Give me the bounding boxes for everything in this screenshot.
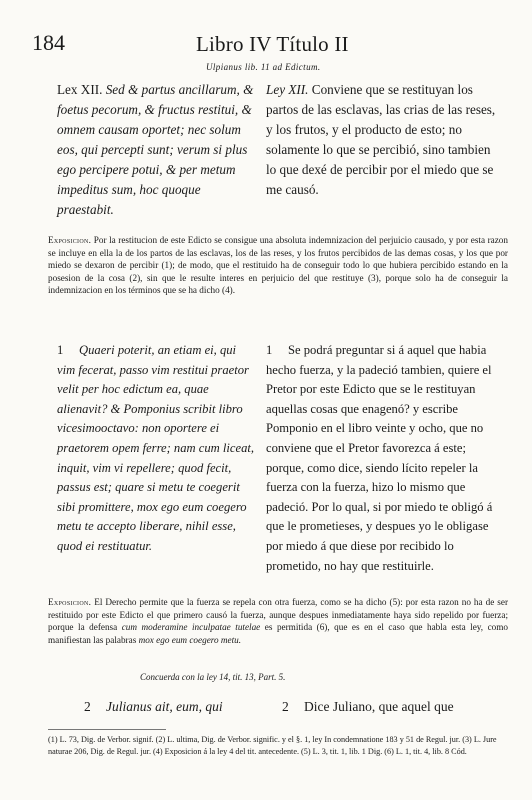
section-2-spanish (282, 699, 454, 715)
exposicion-text: Por la restitucion de este Edicto se consigue una absoluta indemnizacion del perjuicio causado, y por esta razon se incluye en ella la de los partos de las esclavas, los de las reses, y los frutos percibidos de las demas cosas, y los que por miedo se dexaron de percibir (1); de modo, que el restituido ha de conseguir todo lo que hubiera percibido estando en la posesion de la cosa (2), sin que le resulte interes en perjuicio del que restituye (3), porque solo ha de conseguir la indemnizacion en los términos que se ha dicho (4). (48, 235, 508, 296)
exposicion-label: Exposicion. (48, 235, 92, 245)
exposicion-italic-phrase: cum moderamine inculpatae tutelae (121, 622, 261, 633)
source-subheading: Ulpianus lib. 11 ad Edictum. (206, 62, 321, 72)
section-number: 1 (266, 343, 273, 357)
exposicion-text-middle: es permitida (6), que es en el caso que habla esta ley, como manifiestan las palabras (48, 622, 509, 645)
section-2-latin (84, 699, 223, 715)
exposicion-label: Exposicion. (48, 597, 92, 607)
exposicion-paragraph-2 (48, 596, 508, 646)
lex-spanish-body: Conviene que se restituyan los partos de las esclavas, las crias de las reses, y los frutos, y el producto de esto; no solamente lo que se percibió, sino tambien lo que dexé de percibir por el miedo que se me causó. (266, 82, 496, 197)
section-1-spanish-body: Se podrá preguntar si á aquel que habia hecho fuerza, y la padeció tambien, quiere el Pretor por este Edicto que se le restituyan aquellas cosas que enagenó? y escribe Pomponio en el libro veinte y ocho, que no conviene que el Pretor favorezca á este; porque, como dice, siendo lícito repeler la fuerza con la fuerza, hizo lo mismo que padeció. Por lo qual, si por miedo te obligó á que le prometieses, y despues yo le obligase por miedo á que diese por recibido lo prometido, no hay que restituirle. (266, 343, 493, 573)
page-number: 184 (32, 30, 65, 55)
section-1-latin-body: Quaeri poterit, an etiam ei, qui vim fecerat, passo vim restitui praetor velit per hoc edictum ea, quae alienavit? & Pomponius scribit libro vicesimooctavo: non oportere ei praetorem opem ferre; nam cum liceat, inquit, vim vi repellere; quod fecit, passus est; quare si metu te coegerit sibi promittere, mox ego eum coegero metu te accepto liberare, nihil esse, quod ei restituatur. (57, 343, 255, 553)
lex-latin-text (57, 80, 257, 220)
lex-latin-body: Sed & partus ancillarum, & foetus pecorum, & fructus restitui, & omnem causam oportet; nec solum eos, qui percepti sunt; verum si plus ego percipere potui, & per metum impeditus sum, hoc quoque praestabit. (57, 82, 254, 217)
section-1-latin (57, 341, 257, 557)
exposicion-paragraph-1 (48, 234, 508, 297)
footnotes: (1) L. 73, Dig. de Verbor. signif. (2) L. ultima, Dig. de Verbor. signific. y el §. 1, ley In condemnatione 183 y 51 de Regul. jur. (3) L. Jure naturae 206, Dig. de Regul. jur. (4) Exposicion á la ley 4 del tit. antecedente. (5) L. 3, tit. 1, lib. 1 Dig. (6) L. 1, tit. 4, lib. 8 Cód. (48, 735, 497, 756)
section-2-spanish-body: Dice Juliano, que aquel que (304, 699, 454, 714)
footnote-rule (48, 729, 166, 730)
lex-spanish-text (266, 80, 498, 200)
exposicion-text-before: El Derecho permite que la fuerza se repela con otra fuerza, como se ha dicho (5): por esta razon no ha de ser restituido por este Edicto el que primero causó la fuerza, aunque despues inmediatamente haya sido repelido por fuerza; porque la defensa (48, 597, 508, 633)
section-number: 2 (282, 699, 289, 714)
exposicion-italic-phrase-2: mox ego eum coegero metu. (138, 634, 242, 645)
section-number: 2 (84, 699, 91, 714)
running-title: Libro IV Título II (196, 32, 349, 56)
lex-spanish-lead: Ley XII. (266, 82, 309, 97)
section-number: 1 (57, 343, 64, 357)
concordance-note: Concuerda con la ley 14, tit. 13, Part. 5. (140, 672, 286, 682)
section-1-spanish (266, 341, 502, 576)
lex-latin-lead: Lex XII. (57, 82, 103, 97)
section-2-latin-body: Julianus ait, eum, qui (106, 699, 223, 714)
